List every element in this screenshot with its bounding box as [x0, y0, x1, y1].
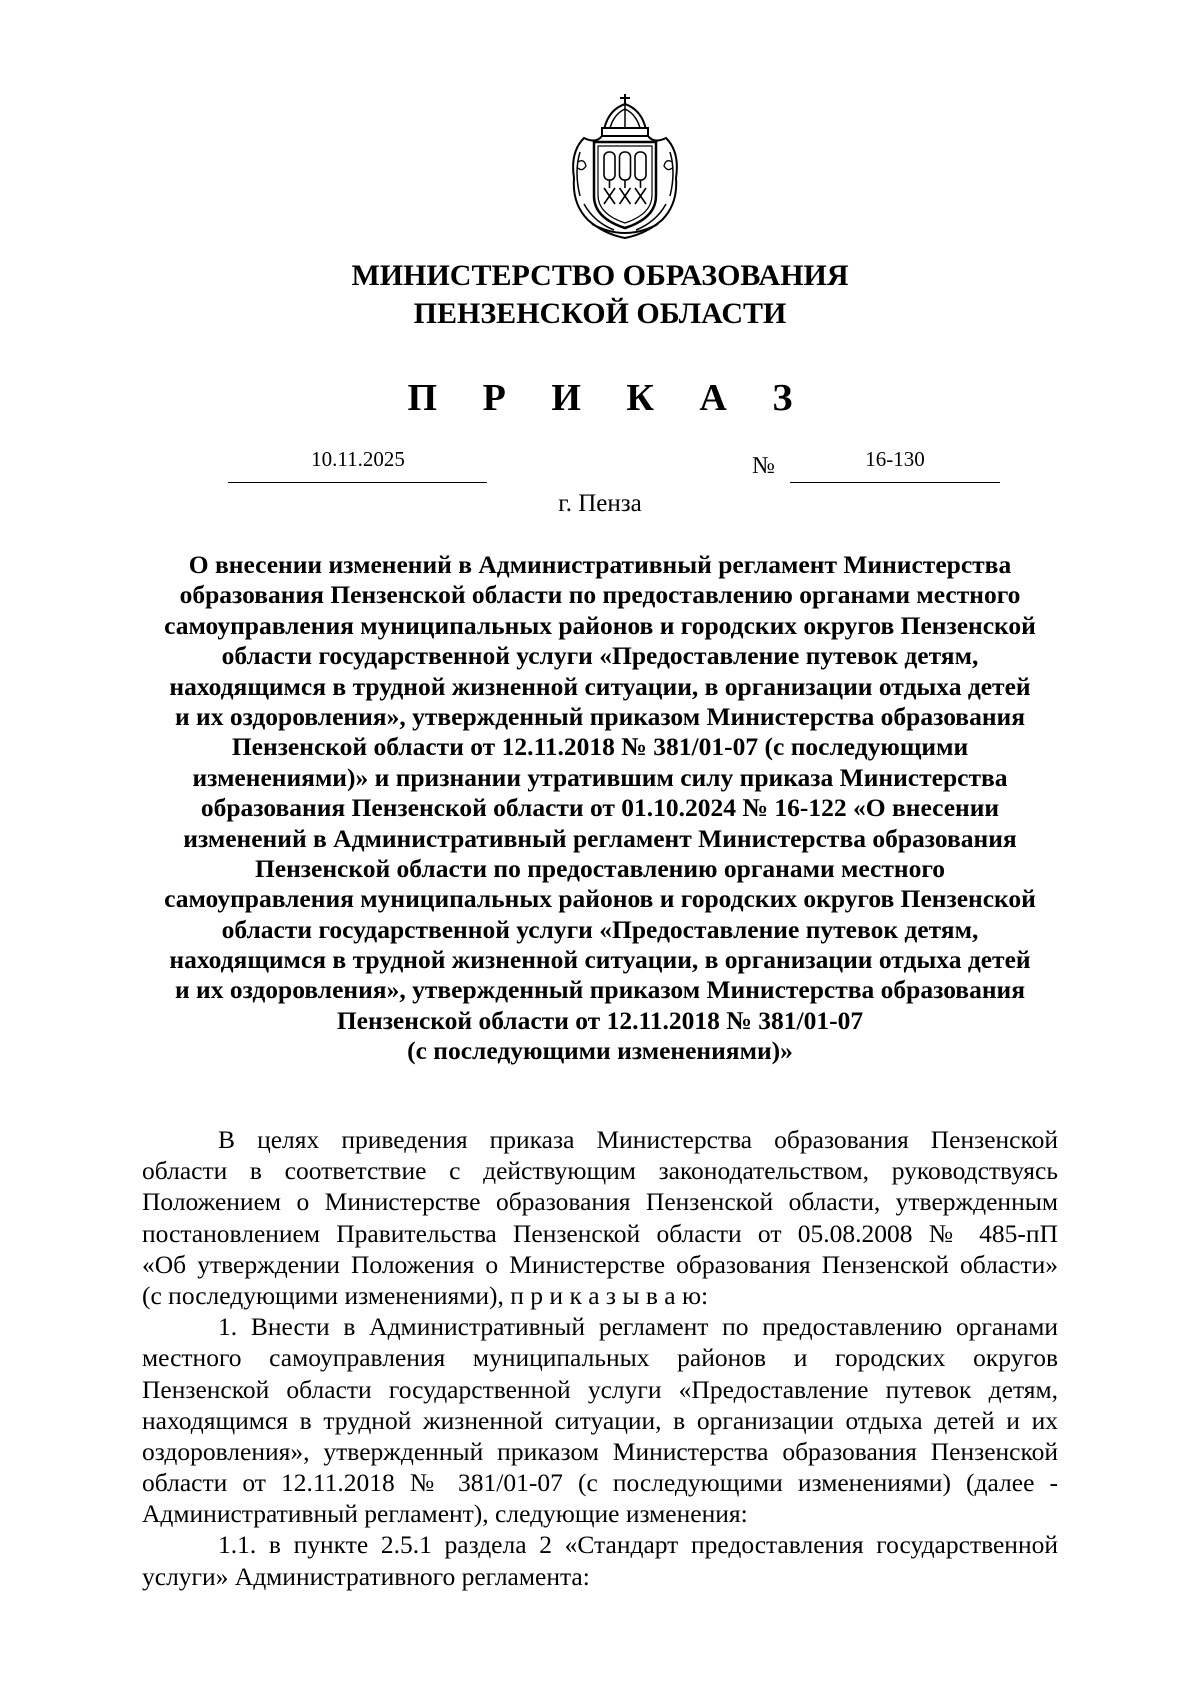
body-line: услуги» Административного регламента:	[142, 1561, 590, 1591]
subject-line: и их оздоровления», утвержденный приказом Министерства образования	[174, 701, 1026, 731]
subject-line: образования Пензенской области по предоставлению органами местного	[179, 580, 1021, 610]
body-line: находящимся в трудной жизненной ситуации, в организации отдыха детей и их	[142, 1405, 1058, 1435]
issuing-city: г. Пенза	[558, 490, 642, 517]
subject-line: и их оздоровления», утвержденный приказом Министерства образования	[174, 975, 1026, 1005]
body-line: В целях приведения приказа Министерства образования Пензенской	[218, 1125, 1058, 1154]
body-line: 1.1. в пункте 2.5.1 раздела 2 «Стандарт предоставления государственной	[218, 1530, 1058, 1560]
body-line: Положением о Министерстве образования Пензенской области, утвержденным	[142, 1187, 1058, 1217]
subject-line: находящимся в трудной жизненной ситуации, в организации отдыха детей	[169, 945, 1031, 975]
date-underline	[228, 482, 487, 483]
subject-line: изменениями)» и признании утратившим силу приказа Министерства	[192, 762, 1008, 792]
subject-line: Пензенской области от 12.11.2018 № 381/01-07	[336, 1005, 864, 1035]
subject-line: Пензенской области от 12.11.2018 № 381/01-07 (с последующими	[231, 732, 969, 762]
order-number: 16-130	[865, 447, 925, 471]
subject-line: (с последующими изменениями)»	[407, 1036, 793, 1066]
order-date: 10.11.2025	[311, 447, 405, 471]
order-body	[142, 1124, 1058, 1592]
subject-line: изменений в Административный регламент Министерства образования	[183, 823, 1017, 853]
body-line: местного самоуправления муниципальных районов и городских округов	[142, 1343, 1058, 1373]
subject-line: области государственной услуги «Предоставление путевок детям,	[221, 641, 979, 671]
body-line: области в соответствие с действующим законодательством, руководствуясь	[142, 1156, 1058, 1186]
order-subject	[140, 550, 1060, 1067]
subject-line: самоуправления муниципальных районов и городских округов Пензенской	[164, 884, 1036, 914]
body-line: постановлением Правительства Пензенской области от 05.08.2008 № 485-пП	[142, 1218, 1058, 1248]
body-line: оздоровления», утвержденный приказом Министерства образования Пензенской	[142, 1436, 1058, 1466]
subject-line: находящимся в трудной жизненной ситуации, в организации отдыха детей	[169, 671, 1031, 701]
number-underline	[790, 482, 1000, 483]
body-line: «Об утверждении Положения о Министерстве образования Пензенской области»	[142, 1249, 1058, 1279]
subject-line: О внесении изменений в Административный регламент Министерства	[188, 550, 1012, 579]
document-type-title: П Р И К А З	[407, 377, 811, 419]
ministry-name-line-1: МИНИСТЕРСТВО ОБРАЗОВАНИЯ	[351, 259, 849, 292]
body-line: (с последующими изменениями), п р и к а з ы в а ю:	[142, 1280, 709, 1310]
body-line: области от 12.11.2018 № 381/01-07 (с последующими изменениями) (далее -	[142, 1468, 1058, 1498]
body-line: Пензенской области государственной услуги «Предоставление путевок детям,	[142, 1374, 1058, 1404]
subject-line: Пензенской области по предоставлению органами местного	[254, 853, 946, 883]
number-sign: №	[752, 453, 775, 479]
ministry-name-line-2: ПЕНЗЕНСКОЙ ОБЛАСТИ	[413, 297, 787, 330]
coat-of-arms-emblem	[564, 92, 686, 240]
body-line: Административный регламент), следующие изменения:	[142, 1499, 748, 1529]
subject-line: области государственной услуги «Предоставление путевок детям,	[221, 914, 979, 944]
subject-line: самоуправления муниципальных районов и городских округов Пензенской	[164, 610, 1036, 640]
body-line: 1. Внести в Административный регламент по предоставлению органами	[218, 1312, 1058, 1342]
subject-line: образования Пензенской области от 01.10.2024 № 16-122 «О внесении	[200, 793, 1000, 823]
